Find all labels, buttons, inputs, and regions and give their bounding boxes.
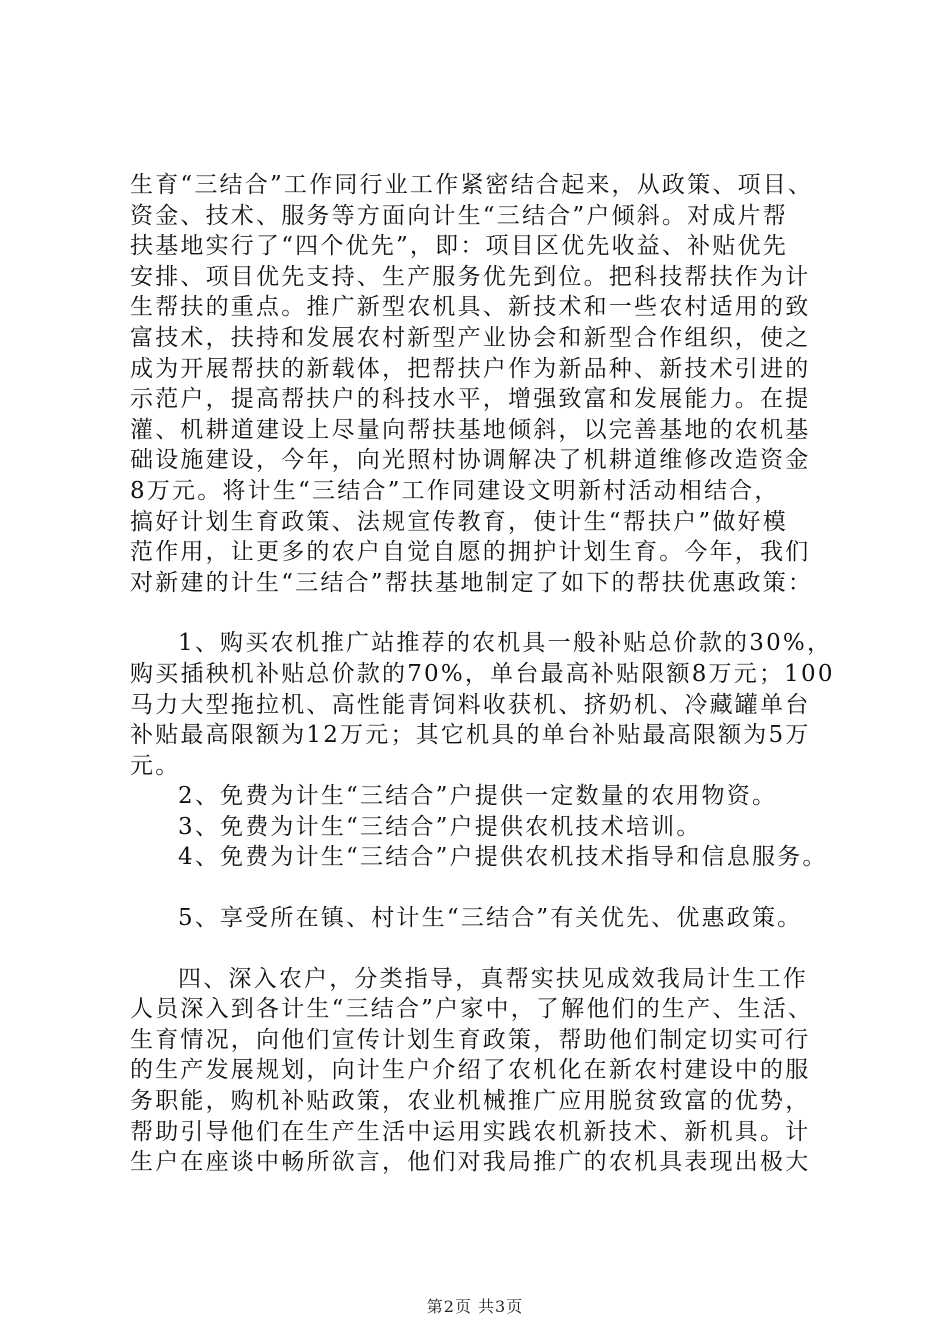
text-line: 马力大型拖拉机、高性能青饲料收获机、挤奶机、冷藏罐单台	[130, 691, 811, 718]
text-line: 1、购买农机推广站推荐的农机具一般补贴总价款的30%，	[178, 630, 833, 657]
text-line: 示范户，提高帮扶户的科技水平，增强致富和发展能力。在提	[130, 386, 811, 413]
text-line: 生育情况，向他们宣传计划生育政策，帮助他们制定切实可行	[130, 1026, 811, 1053]
paragraph-gap	[130, 598, 850, 628]
text-line: 对新建的计生“三结合”帮扶基地制定了如下的帮扶优惠政策：	[130, 569, 814, 596]
section-4-paragraph	[130, 964, 850, 1178]
text-line: 范作用，让更多的农户自觉自愿的拥护计划生育。今年，我们	[130, 539, 811, 566]
text-line: 成为开展帮扶的新载体，把帮扶户作为新品种、新技术引进的	[130, 355, 811, 382]
policy-item-1	[130, 628, 850, 781]
text-line: 务职能，购机补贴政策，农业机械推广应用脱贫致富的优势，	[130, 1088, 811, 1115]
text-line: 人员深入到各计生“三结合”户家中，了解他们的生产、生活、	[130, 996, 814, 1023]
text-line: 富技术，扶持和发展农村新型产业协会和新型合作组织，使之	[130, 324, 811, 351]
text-line: 帮助引导他们在生产生活中运用实践农机新技术、新机具。计	[130, 1118, 811, 1145]
policy-item-4: 4、免费为计生“三结合”户提供农机技术指导和信息服务。	[178, 844, 828, 871]
document-body	[130, 170, 850, 1178]
text-line: 础设施建设，今年，向光照村协调解决了机耕道维修改造资金	[130, 447, 811, 474]
policy-item-3: 3、免费为计生“三结合”户提供农机技术培训。	[178, 813, 702, 840]
text-line: 补贴最高限额为12万元；其它机具的单台补贴最高限额为5万	[130, 722, 811, 749]
paragraph-gap	[130, 873, 850, 903]
paragraph-1	[130, 170, 850, 598]
text-line: 灌、机耕道建设上尽量向帮扶基地倾斜，以完善基地的农机基	[130, 416, 811, 443]
text-line: 生户在座谈中畅所欲言，他们对我局推广的农机具表现出极大	[130, 1149, 811, 1176]
text-line: 搞好计划生育政策、法规宣传教育，使计生“帮扶户”做好模	[130, 508, 788, 535]
text-line: 安排、项目优先支持、生产服务优先到位。把科技帮扶作为计	[130, 263, 811, 290]
text-line: 扶基地实行了“四个优先”，即：项目区优先收益、补贴优先	[130, 233, 788, 260]
text-line: 四、深入农户，分类指导，真帮实扶见成效我局计生工作	[178, 965, 808, 992]
text-line: 生育“三结合”工作同行业工作紧密结合起来，从政策、项目、	[130, 172, 814, 198]
policy-item-5: 5、享受所在镇、村计生“三结合”有关优先、优惠政策。	[178, 905, 803, 932]
text-line: 生帮扶的重点。推广新型农机具、新技术和一些农村适用的致	[130, 294, 811, 321]
page-footer: 第2页 共3页	[426, 1297, 524, 1316]
text-line: 资金、技术、服务等方面向计生“三结合”户倾斜。对成片帮	[130, 202, 788, 229]
text-line: 元。	[130, 752, 181, 779]
text-line: 购买插秧机补贴总价款的70%，单台最高补贴限额8万元；100	[130, 660, 835, 687]
policy-item-2: 2、免费为计生“三结合”户提供一定数量的农用物资。	[178, 783, 778, 810]
paragraph-gap	[130, 934, 850, 964]
text-line: 的生产发展规划，向计生户介绍了农机化在新农村建设中的服	[130, 1057, 811, 1084]
text-line: 8万元。将计生“三结合”工作同建设文明新村活动相结合，	[130, 477, 780, 504]
